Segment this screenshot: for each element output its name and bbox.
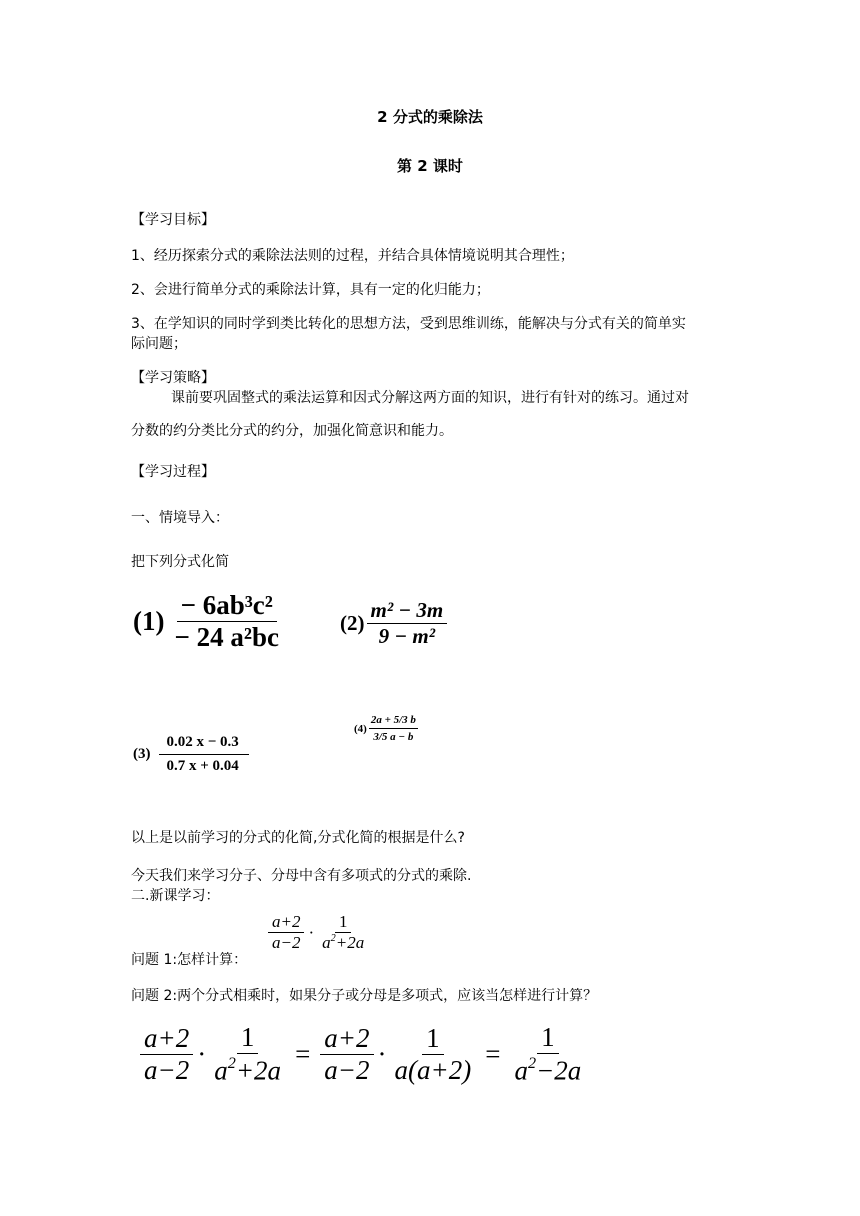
multiply-dot: ·: [308, 922, 315, 942]
today-intro: 今天我们来学习分子、分母中含有多项式的分式的乘除.: [131, 868, 472, 884]
goal-item-2: 2、会进行简单分式的乘除法计算，具有一定的化归能力；: [131, 282, 490, 298]
exercise-1-label: (1): [133, 606, 165, 636]
q1-frac2-numerator: 1: [335, 912, 352, 933]
eq-frac3-numerator: a+2: [320, 1023, 373, 1055]
eq-frac2-numerator: 1: [237, 1022, 259, 1054]
eq-frac1-denominator: a−2: [144, 1054, 190, 1085]
exercise-2-denominator: 9 − m²: [378, 624, 436, 648]
eq-frac5-denominator: $a^2-2a$: [514, 1054, 582, 1086]
worked-equation: [140, 1022, 585, 1086]
exercise-1: [133, 590, 283, 653]
goals-heading: 【学习目标】: [131, 212, 215, 228]
question-1: 问题 1:怎样计算：: [131, 952, 248, 968]
part1-heading: 一、情境导入：: [131, 510, 229, 526]
exercise-4-label: (4): [354, 722, 367, 735]
exercise-3: [133, 734, 249, 775]
question-2: 问题 2:两个分式相乘时，如果分子或分母是多项式，应该当怎样进行计算？: [131, 988, 598, 1004]
exercise-1-denominator: − 24 a²bc: [174, 622, 279, 652]
exercise-4-numerator: 2a + 5/3 b: [369, 714, 418, 729]
exercise-2-numerator: m² − 3m: [367, 598, 448, 624]
multiply-dot: ·: [197, 1038, 207, 1069]
goal-item-3: 3、在学知识的同时学到类比转化的思想方法，受到思维训练，能解决与分式有关的简单实: [131, 316, 686, 332]
strategy-line-2: 分数的约分类比分式的约分，加强化简意识和能力。: [131, 423, 453, 439]
exercise-2: [340, 598, 447, 649]
eq-frac4-numerator: 1: [422, 1023, 444, 1055]
exercise-3-label: (3): [133, 746, 151, 762]
exercise-1-numerator: − 6ab³c²: [177, 590, 277, 622]
q1-frac1-numerator: a+2: [268, 912, 304, 933]
page-title: 2 分式的乘除法: [377, 108, 483, 126]
strategy-line-1: 课前要巩固整式的乘法运算和因式分解这两方面的知识，进行有针对的练习。通过对: [171, 390, 689, 406]
part2-heading: 二.新课学习：: [131, 888, 220, 904]
simplify-prompt: 把下列分式化简: [131, 554, 229, 570]
exercise-2-label: (2): [340, 611, 365, 635]
eq-frac1-numerator: a+2: [140, 1023, 193, 1055]
page-subtitle: 第 2 课时: [397, 157, 463, 175]
exercise-3-numerator: 0.02 x − 0.3: [159, 734, 249, 755]
process-heading: 【学习过程】: [131, 464, 215, 480]
exercise-4-denominator: 3/5 a − b: [373, 731, 414, 743]
goal-item-1: 1、经历探索分式的乘除法法则的过程，并结合具体情境说明其合理性；: [131, 248, 574, 264]
equals-sign: =: [485, 1038, 501, 1069]
exercise-3-denominator: 0.7 x + 0.04: [166, 758, 239, 774]
basis-question: 以上是以前学习的分式的化简,分式化简的根据是什么?: [131, 830, 465, 846]
eq-frac4-denominator: a(a+2): [394, 1054, 472, 1085]
eq-frac3-denominator: a−2: [324, 1054, 370, 1085]
eq-frac2-denominator: $a^2+2a$: [214, 1054, 282, 1086]
multiply-dot: ·: [377, 1038, 387, 1069]
q1-frac2-denominator: $a^2+2a$: [322, 933, 365, 953]
question-1-expression: [268, 912, 368, 953]
eq-frac5-numerator: 1: [537, 1022, 559, 1054]
strategy-heading: 【学习策略】: [131, 370, 215, 386]
equals-sign: =: [295, 1038, 311, 1069]
exercise-4: [354, 714, 418, 743]
goal-item-3-cont: 际问题；: [131, 336, 187, 352]
q1-frac1-denominator: a−2: [272, 933, 301, 953]
